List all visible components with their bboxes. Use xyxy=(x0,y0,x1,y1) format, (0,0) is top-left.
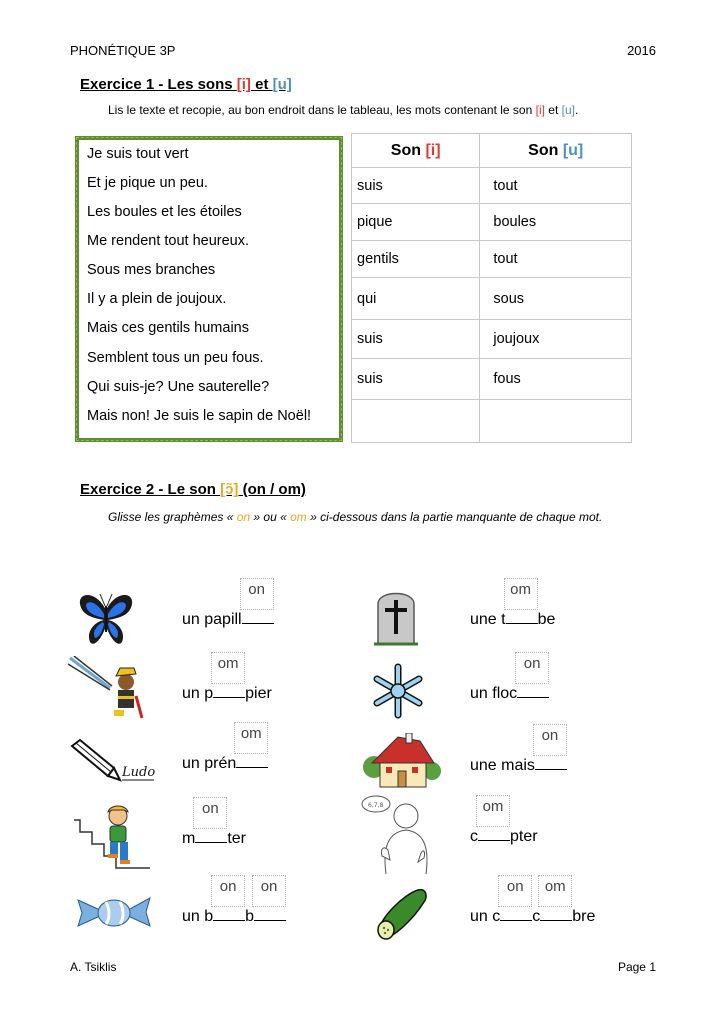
grapheme-tile[interactable]: on xyxy=(515,652,549,684)
table-row xyxy=(352,400,632,443)
sound-i-label: [i] xyxy=(236,76,251,93)
sound-on-label: [ɔ̃] xyxy=(220,481,239,498)
word-part: un papill xyxy=(182,611,242,628)
grapheme-tile[interactable]: on xyxy=(193,797,227,829)
instruction-text: Glisse les graphèmes « xyxy=(108,510,237,524)
cell-u[interactable]: tout xyxy=(480,168,632,204)
firefighter-icon xyxy=(66,656,146,720)
exercise2-title-text: Exercice 2 - Le son xyxy=(80,481,221,498)
grapheme-tile[interactable]: om xyxy=(504,578,538,610)
word-part: b xyxy=(245,908,255,925)
cell-u[interactable] xyxy=(480,400,632,443)
table-row xyxy=(352,359,632,400)
blank-slot[interactable] xyxy=(500,878,532,921)
exercise2-title-suffix: (on / om) xyxy=(238,481,306,498)
word-pompier xyxy=(182,655,272,703)
instruction-text: Lis le texte et recopie, au bon endroit dans le tableau, les mots contenant le son xyxy=(108,103,536,117)
cell-i[interactable] xyxy=(352,400,480,443)
cell-i[interactable]: pique xyxy=(352,204,480,241)
instruction-on: on xyxy=(236,510,251,524)
word-prenom xyxy=(182,725,268,773)
table-row xyxy=(352,320,632,359)
exercise1-title-and: et xyxy=(250,76,273,93)
exercise2-title xyxy=(80,481,306,498)
word-part: m xyxy=(182,830,196,847)
poem-line: Me rendent tout heureux. xyxy=(87,233,250,249)
blank-slot[interactable] xyxy=(535,727,567,770)
instruction-text: » ci-dessous dans la partie manquante de chaque mot. xyxy=(306,510,603,524)
blank-slot[interactable] xyxy=(242,581,274,624)
header-sound-u: [u] xyxy=(562,141,584,159)
blank-slot[interactable] xyxy=(213,655,245,698)
instruction-sound-u: [u] xyxy=(561,103,575,117)
blank-slot[interactable] xyxy=(195,800,227,843)
blank-slot[interactable] xyxy=(254,878,286,921)
word-maison xyxy=(470,727,567,775)
cucumber-icon xyxy=(374,886,430,942)
grapheme-tile[interactable]: on xyxy=(240,578,274,610)
word-part: c xyxy=(470,828,478,845)
grapheme-tile[interactable]: on xyxy=(211,875,245,907)
instruction-om: om xyxy=(290,510,307,524)
exercise2-instruction xyxy=(108,510,602,524)
cell-i[interactable]: qui xyxy=(352,278,480,320)
cell-i[interactable]: suis xyxy=(352,168,480,204)
word-part: ter xyxy=(227,830,246,847)
pencil-name-icon xyxy=(68,738,158,788)
instruction-and: et xyxy=(544,103,562,117)
word-part: un b xyxy=(182,908,214,925)
poem-line: Les boules et les étoiles xyxy=(87,204,242,220)
word-part: c xyxy=(532,908,541,925)
word-compter xyxy=(470,798,538,846)
cell-u[interactable]: joujoux xyxy=(480,320,632,359)
cell-u[interactable]: tout xyxy=(480,241,632,278)
word-flocon xyxy=(470,655,549,703)
cell-u[interactable]: sous xyxy=(480,278,632,320)
poem-frame xyxy=(75,136,343,442)
header-title: PHONÉTIQUE 3P xyxy=(70,43,176,58)
header-son-i xyxy=(352,134,480,168)
grapheme-tile[interactable]: on xyxy=(498,875,532,907)
cell-u[interactable]: fous xyxy=(480,359,632,400)
header-label: Son xyxy=(528,141,563,159)
blank-slot[interactable] xyxy=(213,878,245,921)
word-bonbon xyxy=(182,878,286,926)
blank-slot[interactable] xyxy=(478,798,510,841)
tombstone-icon xyxy=(368,586,424,646)
exercise1-title xyxy=(80,76,292,93)
word-part: un prén xyxy=(182,755,237,772)
word-part: un p xyxy=(182,685,214,702)
cell-i[interactable]: suis xyxy=(352,359,480,400)
blank-slot[interactable] xyxy=(506,581,538,624)
sound-u-label: [u] xyxy=(272,76,292,93)
table-row xyxy=(352,241,632,278)
header-son-u xyxy=(480,134,632,168)
poem-line: Il y a plein de joujoux. xyxy=(87,291,227,307)
table-row xyxy=(352,204,632,241)
exercise1-instruction xyxy=(108,103,578,117)
svg-text:6,7,8: 6,7,8 xyxy=(368,802,384,809)
poem-line: Je suis tout vert xyxy=(87,146,189,162)
house-icon xyxy=(362,733,442,789)
butterfly-icon xyxy=(76,590,136,648)
candy-icon xyxy=(76,894,152,930)
word-part: bre xyxy=(572,908,596,925)
word-part: un floc xyxy=(470,685,518,702)
poem-line: Mais non! Je suis le sapin de Noël! xyxy=(87,408,312,424)
grapheme-tile[interactable]: on xyxy=(252,875,286,907)
blank-slot[interactable] xyxy=(517,655,549,698)
grapheme-tile[interactable]: om xyxy=(476,795,510,827)
exercise1-title-text: Exercice 1 - Les sons xyxy=(80,76,237,93)
cell-i[interactable]: suis xyxy=(352,320,480,359)
word-monter xyxy=(182,800,246,848)
header-year: 2016 xyxy=(627,43,656,58)
snowflake-icon xyxy=(370,663,426,719)
blank-slot[interactable] xyxy=(540,878,572,921)
header-label: Son xyxy=(390,141,426,159)
word-part: un c xyxy=(470,908,501,925)
grapheme-tile[interactable]: om xyxy=(234,722,268,754)
boy-counting-icon xyxy=(360,794,436,878)
poem-line: Qui suis-je? Une sauterelle? xyxy=(87,379,270,395)
instruction-end: . xyxy=(574,103,579,117)
sound-table xyxy=(351,133,632,443)
grapheme-tile[interactable]: om xyxy=(538,875,572,907)
word-part: pter xyxy=(510,828,538,845)
table-row xyxy=(352,168,632,204)
header-sound-i: [i] xyxy=(425,141,441,159)
word-tombe xyxy=(470,581,556,629)
word-part: be xyxy=(537,611,556,628)
grapheme-tile[interactable]: om xyxy=(211,652,245,684)
table-header-row xyxy=(352,134,632,168)
table-row xyxy=(352,278,632,320)
word-part: une mais xyxy=(470,757,535,774)
poem-line: Semblent tous un peu fous. xyxy=(87,350,264,366)
poem-line: Mais ces gentils humains xyxy=(87,320,249,336)
cell-i[interactable]: gentils xyxy=(352,241,480,278)
boy-climbing-stairs-icon xyxy=(72,804,152,870)
grapheme-tile[interactable]: on xyxy=(533,724,567,756)
instruction-sound-i: [i] xyxy=(535,103,545,117)
footer-author: A. Tsiklis xyxy=(70,960,117,974)
word-papillon xyxy=(182,581,274,629)
cell-u[interactable]: boules xyxy=(480,204,632,241)
poem-line: Sous mes branches xyxy=(87,262,216,278)
instruction-text: » ou « xyxy=(250,510,291,524)
word-part: une t xyxy=(470,611,506,628)
poem-line: Et je pique un peu. xyxy=(87,175,208,191)
word-part: pier xyxy=(245,685,272,702)
word-concombre xyxy=(470,878,596,926)
svg-text:Ludo: Ludo xyxy=(122,765,156,780)
footer-page-number: Page 1 xyxy=(617,960,656,974)
blank-slot[interactable] xyxy=(236,725,268,768)
